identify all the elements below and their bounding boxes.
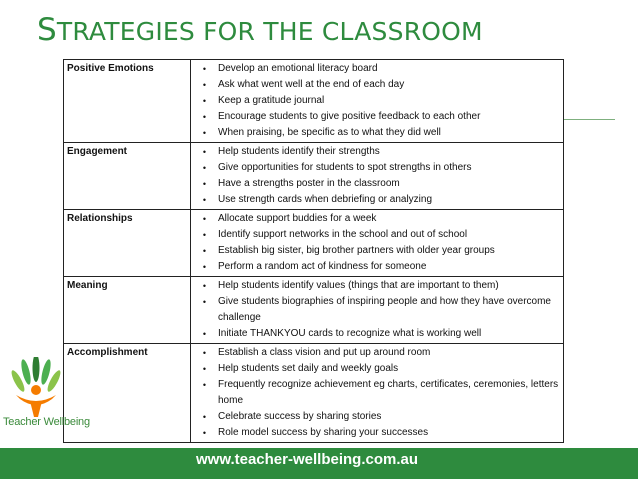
decorative-line <box>563 119 615 120</box>
list-item-text: Establish a class vision and put up around room <box>218 347 431 358</box>
list-item-text: Perform a random act of kindness for someone <box>218 261 427 272</box>
list-item <box>191 125 563 141</box>
bullet-icon: • <box>202 246 207 256</box>
footer-url: www.teacher-wellbeing.com.au <box>196 451 418 468</box>
list-item <box>191 259 563 275</box>
list-item-text: Establish big sister, big brother partners with older year groups <box>218 245 495 256</box>
bullet-icon: • <box>202 64 207 74</box>
teacher-wellbeing-logo-icon <box>8 357 64 419</box>
strategy-row <box>64 277 564 344</box>
list-item <box>191 176 563 192</box>
list-item <box>191 77 563 93</box>
bullet-icon: • <box>202 112 207 122</box>
strategy-category: Accomplishment <box>64 344 191 443</box>
bullet-icon: • <box>202 179 207 189</box>
strategy-category: Positive Emotions <box>64 60 191 143</box>
bullet-icon: • <box>202 195 207 205</box>
list-item <box>191 326 563 342</box>
list-item <box>191 243 563 259</box>
list-item <box>191 361 563 377</box>
bullet-icon: • <box>202 281 207 291</box>
bullet-icon: • <box>202 297 207 307</box>
bullet-icon: • <box>202 329 207 339</box>
list-item <box>191 192 563 208</box>
list-item <box>191 278 563 294</box>
list-item <box>191 160 563 176</box>
bullet-icon: • <box>202 364 207 374</box>
list-item <box>191 425 563 441</box>
strategy-row <box>64 344 564 443</box>
list-item <box>191 227 563 243</box>
list-item-text: Initiate THANKYOU cards to recognize what is working well <box>218 328 482 339</box>
bullet-icon: • <box>202 412 207 422</box>
bullet-icon: • <box>202 214 207 224</box>
list-item-text: Encourage students to give positive feedback to each other <box>218 111 481 122</box>
logo-text: Teacher Wellbeing <box>3 416 90 428</box>
bullet-icon: • <box>202 163 207 173</box>
bullet-icon: • <box>202 80 207 90</box>
bullet-icon: • <box>202 428 207 438</box>
bullet-icon: • <box>202 230 207 240</box>
bullet-icon: • <box>202 96 207 106</box>
list-item-text: Help students identify values (things that are important to them) <box>218 280 499 291</box>
list-item <box>191 409 563 425</box>
strategy-category: Engagement <box>64 143 191 210</box>
strategy-row <box>64 60 564 143</box>
bullet-icon: • <box>202 147 207 157</box>
strategy-category: Relationships <box>64 210 191 277</box>
list-item-text: Identify support networks in the school and out of school <box>218 229 468 240</box>
list-item-text: Give students biographies of inspiring people and how they have overcome challenge <box>218 296 551 323</box>
list-item <box>191 109 563 125</box>
bullet-icon: • <box>202 128 207 138</box>
list-item-text: Help students set daily and weekly goals <box>218 363 399 374</box>
bullet-icon: • <box>202 380 207 390</box>
title-rest: TRATEGIES FOR THE CLASSROOM <box>56 17 483 46</box>
list-item <box>191 93 563 109</box>
list-item-text: Frequently recognize achievement eg charts, certificates, ceremonies, letters home <box>218 379 559 406</box>
strategy-row <box>64 210 564 277</box>
list-item-text: Have a strengths poster in the classroom <box>218 178 400 189</box>
list-item <box>191 211 563 227</box>
bullet-icon: • <box>202 262 207 272</box>
list-item <box>191 294 563 326</box>
list-item-text: Celebrate success by sharing stories <box>218 411 382 422</box>
strategy-items <box>191 277 564 344</box>
strategy-items <box>191 344 564 443</box>
strategies-table <box>63 59 564 443</box>
list-item <box>191 345 563 361</box>
bullet-icon: • <box>202 348 207 358</box>
strategy-items <box>191 60 564 143</box>
list-item <box>191 144 563 160</box>
strategy-items <box>191 210 564 277</box>
list-item-text: Role model success by sharing your successes <box>218 427 429 438</box>
strategy-row <box>64 143 564 210</box>
title-first-letter: S <box>37 12 57 48</box>
list-item-text: Develop an emotional literacy board <box>218 63 378 74</box>
list-item-text: When praising, be specific as to what they did well <box>218 127 441 138</box>
list-item-text: Help students identify their strengths <box>218 146 380 157</box>
list-item-text: Allocate support buddies for a week <box>218 213 377 224</box>
strategy-items <box>191 143 564 210</box>
list-item-text: Give opportunities for students to spot strengths in others <box>218 162 472 173</box>
list-item <box>191 61 563 77</box>
list-item-text: Ask what went well at the end of each day <box>218 79 405 90</box>
list-item <box>191 377 563 409</box>
list-item-text: Keep a gratitude journal <box>218 95 325 106</box>
list-item-text: Use strength cards when debriefing or analyzing <box>218 194 433 205</box>
strategy-category: Meaning <box>64 277 191 344</box>
slide-title <box>37 14 483 48</box>
strategies-table-body <box>64 60 564 443</box>
